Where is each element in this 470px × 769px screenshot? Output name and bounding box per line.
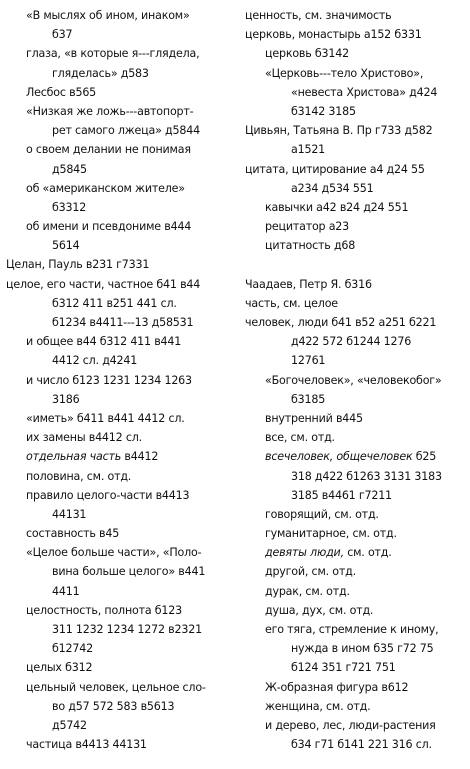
index-entry: Целан, Пауль в231 г7331 [6, 258, 150, 272]
index-column-right [245, 6, 467, 754]
index-entry: о своем делании не понимая [26, 143, 191, 157]
index-entry: д5845 [52, 162, 87, 176]
index-entry: «Церковь---тело Христово», [265, 66, 424, 80]
index-entry: б124 351 г721 751 [291, 661, 396, 675]
index-entry: цельный человек, цельное сло- [26, 680, 206, 694]
index-entry: всечеловек, общечеловек б25 [265, 450, 437, 464]
index-entry: «Низкая же ложь---автопорт- [26, 104, 194, 118]
index-entry: д422 572 б1244 1276 [291, 335, 412, 349]
index-entry: об «американском жителе» [26, 181, 185, 195]
index-entry: и дерево, лес, люди-растения [265, 718, 436, 732]
index-entry: церковь, монастырь а152 б331 [245, 28, 422, 42]
index-entry: 311 1232 1234 1272 в2321 [52, 623, 202, 636]
index-entry: 12761 [291, 354, 326, 368]
index-entry: б3142 3185 [291, 104, 356, 118]
index-entry: во д57 572 583 в5613 [52, 699, 175, 713]
index-entry: «Богочеловек», «человекобог» [265, 373, 442, 387]
index-entry: говорящий, см. отд. [265, 507, 379, 521]
index-entry: б1234 в4411---13 д58531 [52, 316, 194, 329]
index-entry: б34 г71 б141 221 316 сл. [291, 738, 432, 752]
index-entry: д5742 [52, 718, 87, 732]
index-entry: «иметь» б411 в441 4412 сл. [26, 411, 185, 425]
index-entry: кавычки а42 в24 д24 551 [265, 200, 409, 214]
index-entry: душа, дух, см. отд. [265, 603, 374, 617]
index-entry: их замены в4412 сл. [26, 431, 142, 445]
index-entry: рет самого лжеца» д5844 [52, 124, 200, 138]
index-entry: целостность, полнота б123 [26, 603, 182, 617]
index-entry: Ж-образная фигура в612 [265, 680, 409, 694]
index-entry: женщина, см. отд. [265, 699, 371, 713]
index-entry: б3185 [291, 392, 326, 406]
index-entry: гуманитарное, см. отд. [265, 527, 397, 541]
index-entry: б3312 [52, 200, 87, 214]
index-entry: 3185 в4461 г7211 [291, 488, 392, 502]
index-entry: глаза, «в которые я---глядела, [26, 47, 200, 61]
index-entry: правило целого-части в4413 [26, 488, 190, 502]
index-spacer [245, 255, 467, 274]
index-entry: церковь б3142 [265, 47, 349, 61]
index-entry: внутренний в445 [265, 411, 363, 425]
index-entry: 5614 [52, 239, 80, 253]
index-entry: составность в45 [26, 527, 120, 541]
index-entry: дурак, см. отд. [265, 584, 350, 598]
index-entry: 3186 [52, 392, 80, 406]
index-entry: б12742 [52, 642, 93, 656]
index-entry: 318 д422 б1263 3131 3183 [291, 469, 442, 483]
index-entry: а234 д534 551 [291, 181, 374, 195]
index-entry: его тяга, стремление к иному, [265, 623, 439, 636]
index-entry: нужда в ином б35 г72 75 [291, 642, 434, 656]
index-entry: и общее в44 б312 411 в441 [26, 335, 182, 349]
index-entry: а1521 [291, 143, 326, 157]
index-entry: частица в4413 44131 [26, 738, 147, 752]
index-entry: человек, люди б41 в52 а251 б221 [245, 316, 437, 329]
index-entry: целое, его части, частное б41 в44 [6, 277, 201, 291]
index-entry: б312 411 в251 441 сл. [52, 296, 177, 310]
index-entry: часть, см. целое [245, 296, 338, 310]
index-entry: «Целое больше части», «Поло- [26, 546, 202, 560]
index-entry: 44131 [52, 507, 87, 521]
index-entry: половина, см. отд. [26, 469, 132, 483]
index-entry: цитатность д68 [265, 239, 356, 253]
index-entry: цитата, цитирование а4 д24 55 [245, 162, 425, 176]
index-entry: девяты люди, см. отд. [265, 546, 392, 560]
index-entry: 4411 [52, 584, 80, 598]
index-entry: об имени и псевдониме в444 [26, 220, 192, 234]
index-entry: рецитатор а23 [265, 220, 350, 234]
index-entry: «невеста Христова» д424 [291, 85, 438, 99]
index-entry: гляделась» д583 [52, 66, 149, 80]
index-entry: все, см. отд. [265, 431, 335, 445]
index-entry: б37 [52, 28, 73, 42]
index-entry: Лесбос в565 [26, 85, 97, 99]
index-entry: другой, см. отд. [265, 565, 356, 579]
index-entry: ценность, см. значимость [245, 9, 392, 22]
index-entry: целых б312 [26, 661, 93, 675]
index-entry: отдельная часть в4412 [26, 450, 159, 464]
index-entry: Чаадаев, Петр Я. б316 [245, 277, 372, 291]
index-entry: и число б123 1231 1234 1263 [26, 373, 192, 387]
index-entry: 4412 сл. д4241 [52, 354, 138, 368]
index-column-left [6, 6, 232, 754]
index-entry: вина больше целого» в441 [52, 565, 206, 579]
index-entry: Цивьян, Татьяна В. Пр г733 д582 [245, 124, 433, 138]
index-entry: «В мыслях об ином, инаком» [26, 9, 190, 22]
